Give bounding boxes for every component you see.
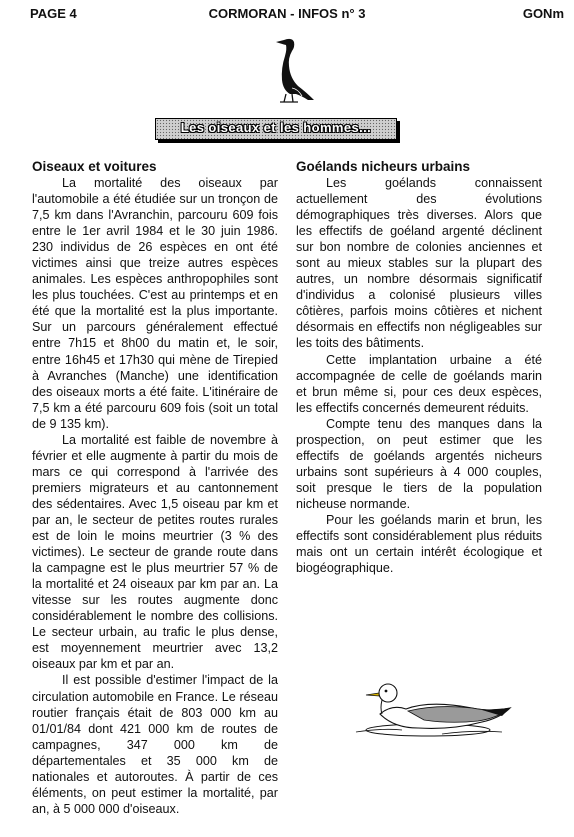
section-banner-title: Les oiseaux et les hommes... — [180, 120, 372, 135]
article-paragraph: Cette implantation urbaine a été accompagnée de celle de goélands marin et brun même si, pour ces deux espèces, les effectifs concernés demeurent réduits. — [296, 352, 542, 415]
article-title: Goélands nicheurs urbains — [296, 159, 471, 174]
article-paragraph: Compte tenu des manques dans la prospection, on peut estimer que les effectifs de goélands argentés nicheurs urbains sont supérieurs à 4 000 couples, soit presque le tiers de la population nicheuse normande. — [296, 416, 542, 511]
cormorant-icon — [268, 34, 324, 104]
publication-title: CORMORAN - INFOS n° 3 — [208, 6, 366, 21]
article-paragraph: Il est possible d'estimer l'impact de la circulation automobile en France. Le réseau routier français était de 803 000 km au 01/01/84 dont 421 000 km de routes de campagnes, 347 000 km de départementales et 35 000 km de nationales et autoroutes. À partir de ces éléments, on peut estimer la mortalité, par an, à 5 000 000 d'oiseaux. — [32, 673, 278, 816]
article-title: Oiseaux et voitures — [32, 159, 157, 174]
page-number: PAGE 4 — [30, 6, 77, 21]
article-oiseaux-voitures — [32, 158, 278, 817]
article-goelands-urbains — [296, 158, 542, 576]
article-paragraph: La mortalité est faible de novembre à février et elle augmente à partir du mois de mars ce qui correspond à l'arrivée des premiers migrateurs et au cantonnement des sédentaires. Avec 1,5 oiseau par km et par an, le secteur de petites routes rurales est de loin le moins meurtrier (3 % des victimes). Le secteur de grande route dans la campagne est le plus meurtrier 57 % de la mortalité et 24 oiseaux par km par an. La vitesse sur les routes augmente donc considérablement le nombre des collisions. Le secteur urbain, au trafic le plus dense, est moyennement meurtrier avec 13,2 oiseaux par km et par an. — [32, 432, 278, 672]
publisher-label: GONm — [522, 6, 564, 21]
article-paragraph: Les goélands connaissent actuellement des évolutions démographiques très diverses. Alors que les effectifs de goéland argenté déclinent sur bon nombre de colonies anciennes et sont au mieux stables sur la plupart des autres, un nombre désormais significatif d'individus a colonisé plusieurs villes côtières, parfois moins côtières et nichent désormais en effectifs non négligeables sur les toits des bâtiments. — [296, 176, 542, 351]
seagull-illustration — [342, 678, 522, 740]
article-paragraph: Pour les goélands marin et brun, les effectifs sont considérablement plus réduits mais ont un certain intérêt écologique et biogéographique. — [296, 512, 542, 576]
section-banner — [155, 118, 397, 140]
article-paragraph: La mortalité des oiseaux par l'automobile a été étudiée sur un tronçon de 7,5 km dans l'Avranchin, parcouru 609 fois entre le 1er avril 1984 et le 30 juin 1986. 230 individus de 26 espèces en ont été victimes ainsi que treize autres espèces animales. Les espèces anthropophiles sont les plus touchées. C'est au printemps et en été que la mortalité est la plus importante. Sur un parcours généralement effectué entre 7h15 et 8h00 du matin et, le soir, entre 16h45 et 17h30 qui mène de Tirepied à Avranches (Manche) une identification des oiseaux morts a été faite. L'itinéraire de 7,5 km a été parcouru 609 fois (soit un total de 9 135 km). — [32, 176, 278, 431]
